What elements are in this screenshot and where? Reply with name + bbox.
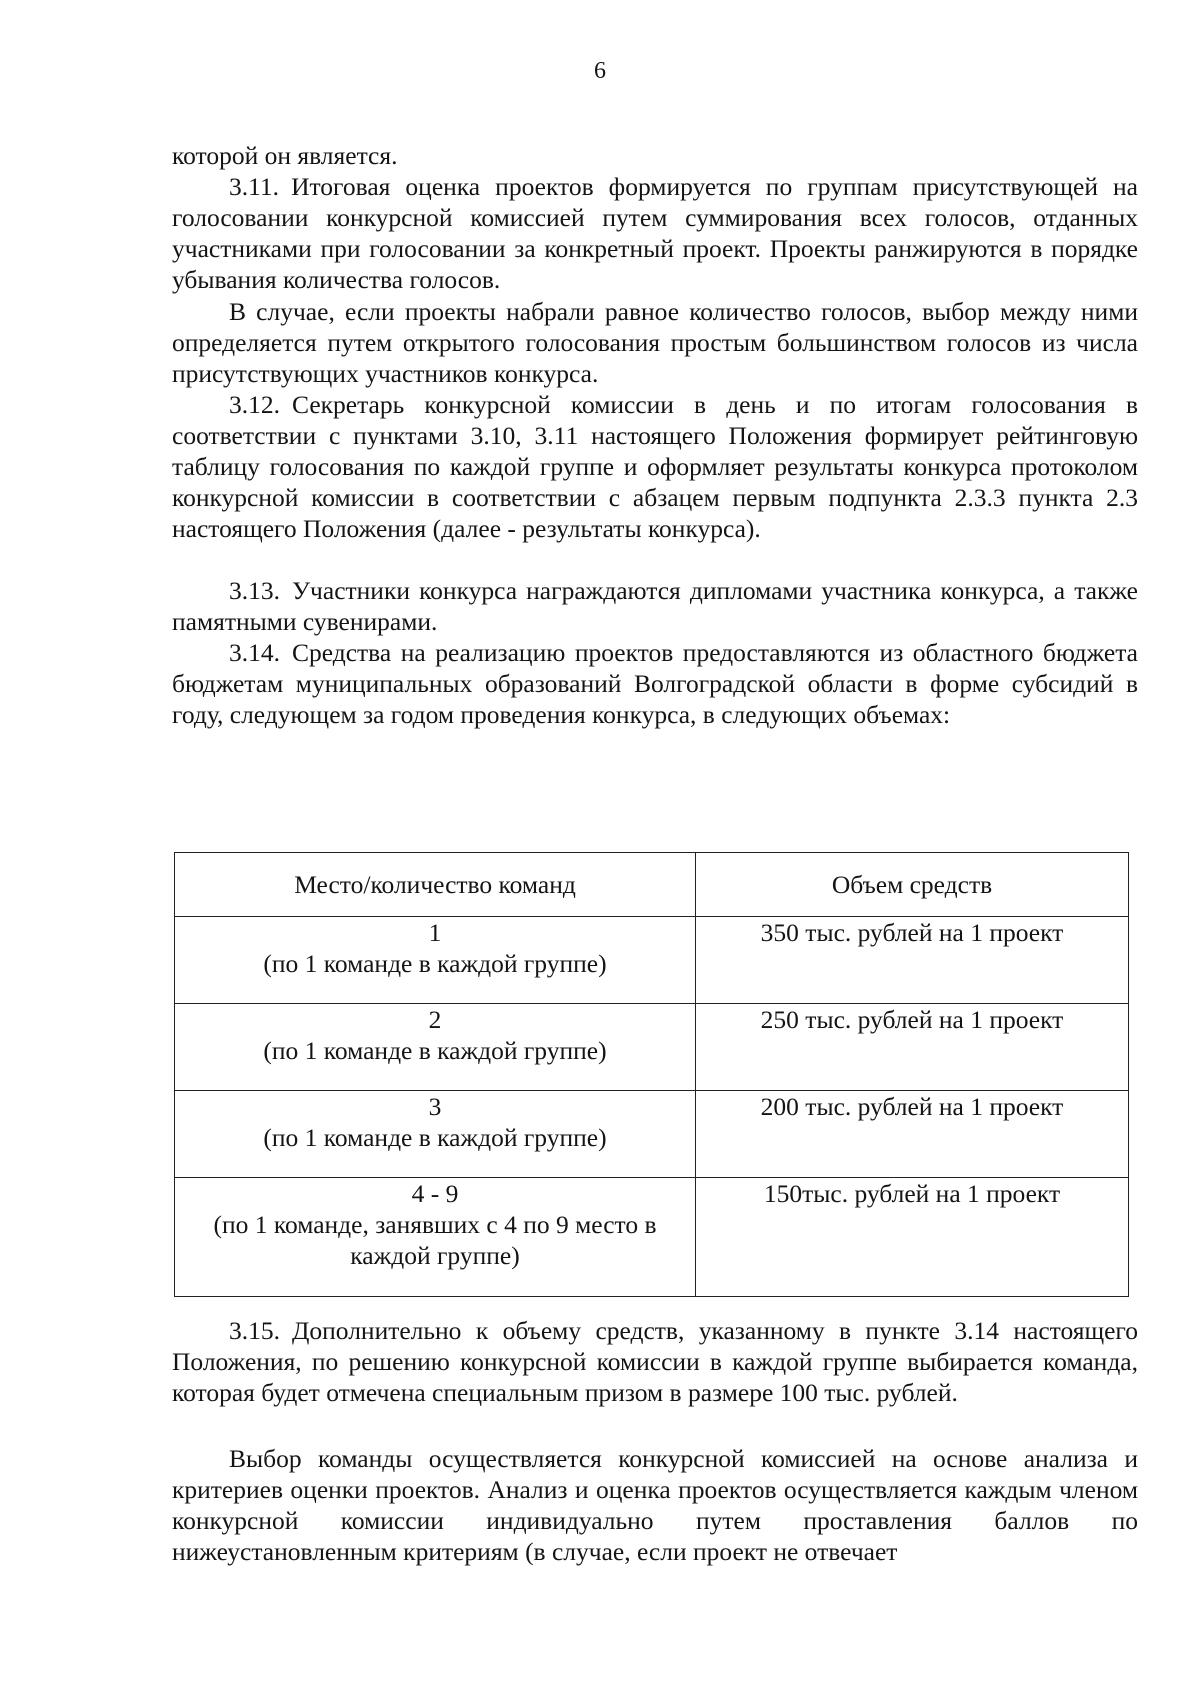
place-number: 2 [428, 1005, 442, 1034]
page-number: 6 [594, 58, 606, 84]
header-amount: Объем средств [696, 853, 1129, 917]
funding-table [174, 852, 1129, 1297]
header-place: Место/количество команд [175, 853, 696, 917]
place-cell [175, 1178, 696, 1297]
clause-number: 3.11. [229, 172, 280, 201]
amount-cell: 200 тыс. рублей на 1 проект [696, 1091, 1129, 1178]
clause-number: 3.12. [229, 390, 280, 419]
place-note: (по 1 команде в каждой группе) [263, 949, 607, 978]
table-header-row [175, 853, 1129, 917]
place-number: 4 - 9 [411, 1179, 459, 1208]
place-number: 3 [428, 1092, 442, 1121]
clause-number: 3.14. [229, 638, 280, 667]
clause-text: Средства на реализацию проектов предоставляются из областного бюджета бюджетам муниципальных образований Волгоградской области в форме субсидий в году, следующем за годом проведения конкурса, в следующих объемах: [172, 638, 1138, 729]
table-row [175, 1004, 1129, 1091]
table-row [175, 917, 1129, 1004]
paragraph-3-15 [172, 1315, 1138, 1408]
clause-number: 3.13. [229, 576, 280, 605]
amount-cell: 150тыс. рублей на 1 проект [696, 1178, 1129, 1297]
place-note: (по 1 команде, занявших с 4 по 9 место в каждой группе) [213, 1210, 657, 1270]
paragraph-3-13 [172, 575, 1138, 637]
place-cell [175, 1004, 696, 1091]
place-note: (по 1 команде в каждой группе) [263, 1036, 607, 1065]
paragraph-3-14 [172, 637, 1138, 730]
place-cell [175, 917, 696, 1004]
clause-text: Дополнительно к объему средств, указанному в пункте 3.14 настоящего Положения, по решению конкурсной комиссии в каждой группе выбирается команда, которая будет отмечена специальным призом в размере 100 тыс. рублей. [172, 1316, 1138, 1407]
paragraph-3-12 [172, 389, 1138, 544]
paragraph-continuation: которой он является. [172, 141, 398, 170]
place-cell [175, 1091, 696, 1178]
table-row [175, 1178, 1129, 1297]
clause-number: 3.15. [229, 1316, 280, 1345]
amount-cell: 250 тыс. рублей на 1 проект [696, 1004, 1129, 1091]
amount-cell: 350 тыс. рублей на 1 проект [696, 917, 1129, 1004]
table-row [175, 1091, 1129, 1178]
paragraph-3-11 [172, 171, 1138, 295]
paragraph-3-11-tie: В случае, если проекты набрали равное количество голосов, выбор между ними определяется путем открытого голосования простым большинством голосов из числа присутствующих участников конкурса. [172, 297, 1138, 388]
clause-text: Участники конкурса награждаются дипломами участника конкурса, а также памятными сувенирами. [172, 576, 1138, 636]
place-number: 1 [428, 918, 442, 947]
place-note: (по 1 команде в каждой группе) [263, 1123, 607, 1152]
clause-text: Секретарь конкурсной комиссии в день и по итогам голосования в соответствии с пунктами 3.10, 3.11 настоящего Положения формирует рейтинговую таблицу голосования по каждой группе и оформляет результаты конкурса протоколом конкурсной комиссии в соответствии с абзацем первым подпункта 2.3.3 пункта 2.3 настоящего Положения (далее - результаты конкурса). [172, 390, 1138, 543]
clause-text: Итоговая оценка проектов формируется по группам присутствующей на голосовании конкурсной комиссией путем суммирования всех голосов, отданных участниками при голосовании за конкретный проект. Проекты ранжируются в порядке убывания количества голосов. [172, 172, 1138, 294]
paragraph-3-15-selection: Выбор команды осуществляется конкурсной комиссией на основе анализа и критериев оценки проектов. Анализ и оценка проектов осуществляется каждым членом конкурсной комиссии индивидуально путем проставления баллов по нижеустановленным критериям (в случае, если проект не отвечает [172, 1444, 1138, 1566]
